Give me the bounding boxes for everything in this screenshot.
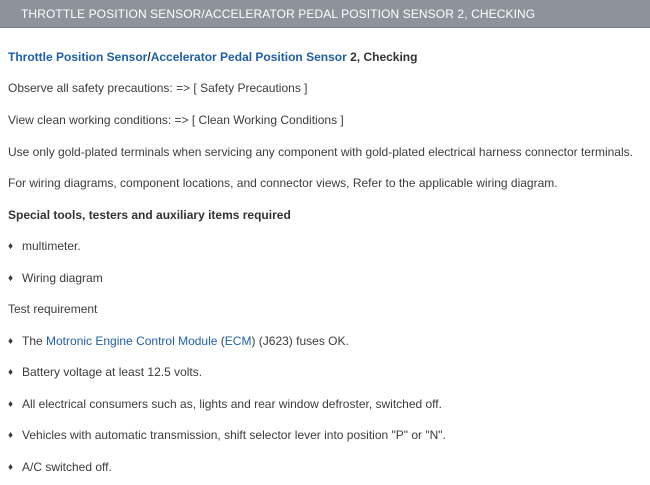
- wiring-diagram-note: For wiring diagrams, component locations, and connector views, Refer to the applicable wiring diagram.: [8, 176, 558, 190]
- bullet-icon: ♦: [8, 241, 14, 252]
- motronic-ecm-link[interactable]: Motronic Engine Control Module: [46, 334, 218, 348]
- requirement-ac-off: A/C switched off.: [22, 460, 112, 474]
- accelerator-pedal-position-sensor-link[interactable]: Accelerator Pedal Position Sensor: [150, 50, 347, 64]
- bullet-icon: ♦: [8, 462, 14, 473]
- special-tools-heading: Special tools, testers and auxiliary items required: [8, 208, 291, 222]
- safety-precautions-text: Observe all safety precautions: => [ Safety Precautions ]: [8, 81, 308, 95]
- ecm-link[interactable]: ECM: [224, 334, 252, 348]
- bullet-icon: ♦: [8, 367, 14, 378]
- header-bar: [0, 0, 650, 28]
- tool-item-wiring-diagram: Wiring diagram: [22, 271, 103, 285]
- bullet-icon: ♦: [8, 273, 14, 284]
- page-title: THROTTLE POSITION SENSOR/ACCELERATOR PEDAL POSITION SENSOR 2, CHECKING: [21, 7, 536, 21]
- requirement-shift-selector: Vehicles with automatic transmission, shift selector lever into position "P" or "N".: [22, 428, 446, 442]
- bullet-icon: ♦: [8, 336, 14, 347]
- heading-suffix: 2, Checking: [346, 50, 418, 64]
- requirement-battery-voltage: Battery voltage at least 12.5 volts.: [22, 365, 203, 379]
- bullet-icon: ♦: [8, 430, 14, 441]
- throttle-position-sensor-link[interactable]: Throttle Position Sensor: [8, 50, 148, 64]
- requirement-ecm-fuses: [22, 334, 349, 349]
- test-requirement-label: Test requirement: [8, 302, 98, 316]
- bullet-icon: ♦: [8, 399, 14, 410]
- doc-heading: [8, 50, 417, 65]
- ecm-paren-open: (: [217, 334, 225, 348]
- heading-separator: /: [147, 50, 151, 64]
- clean-working-conditions-text: View clean working conditions: => [ Clean Working Conditions ]: [8, 113, 344, 127]
- requirement-consumers-off: All electrical consumers such as, lights and rear window defroster, switched off.: [22, 397, 442, 411]
- gold-plated-terminals-note: Use only gold-plated terminals when servicing any component with gold-plated electrical harness connector terminals.: [8, 145, 633, 159]
- ecm-suffix: ) (J623) fuses OK.: [251, 334, 349, 348]
- ecm-prefix: The: [22, 334, 47, 348]
- tool-item-multimeter: multimeter.: [22, 239, 81, 253]
